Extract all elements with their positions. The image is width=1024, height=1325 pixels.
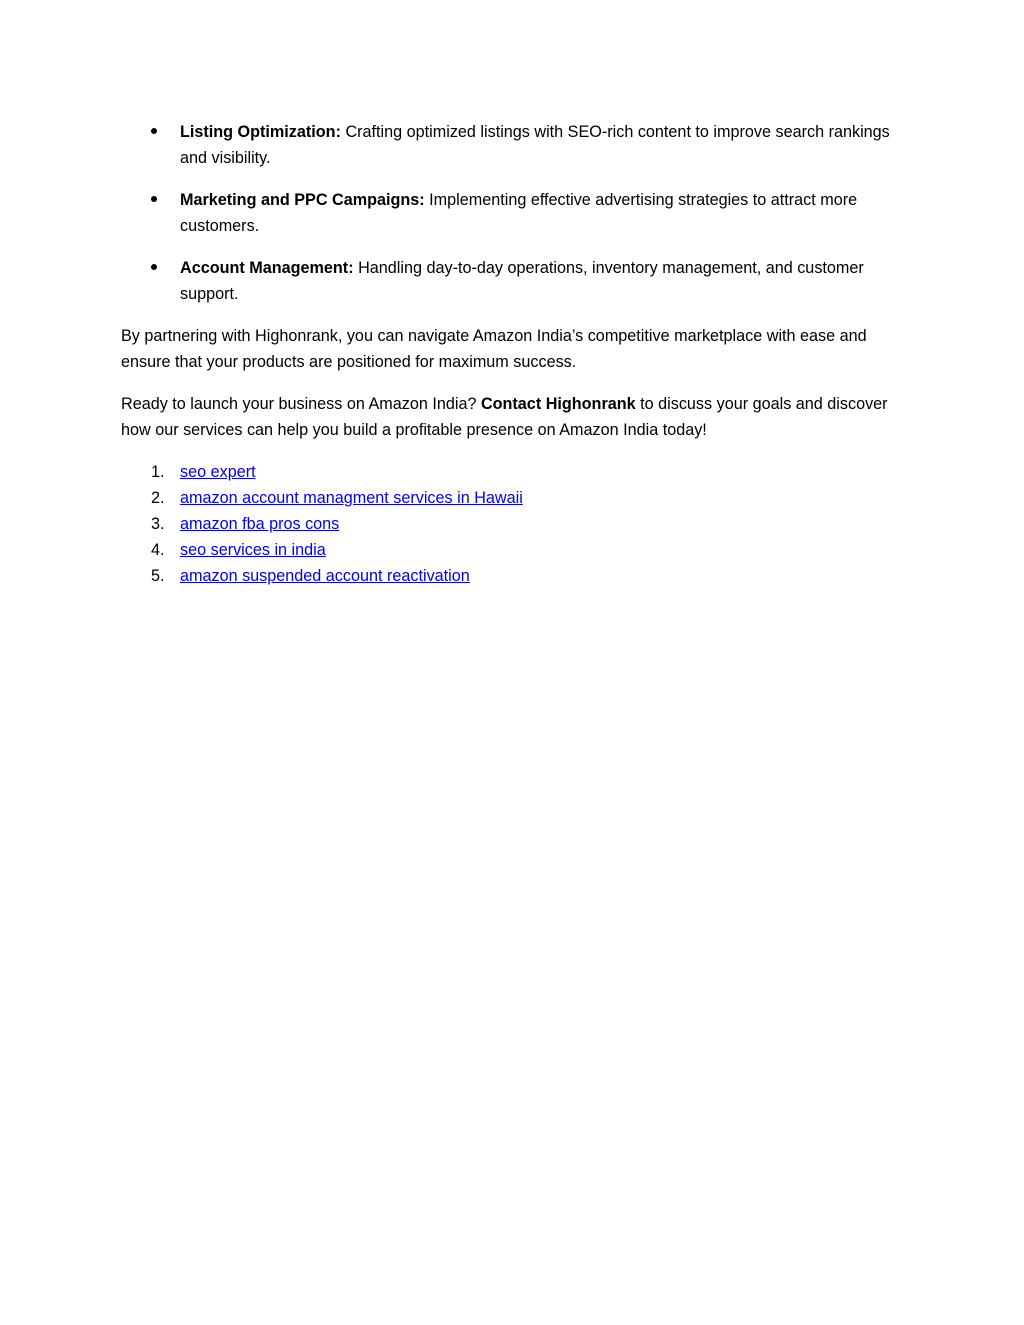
- list-number: 5.: [151, 567, 165, 585]
- bullet-item-account-management: [121, 255, 911, 307]
- bullet-item-listing-optimization: [121, 119, 911, 171]
- bullet-heading: Account Management:: [180, 259, 354, 277]
- list-item: [121, 485, 911, 511]
- bullet-text: Implementing effective advertising strategies to attract more customers.: [180, 191, 858, 235]
- list-number: 4.: [151, 541, 165, 559]
- list-number: 2.: [151, 489, 165, 507]
- bullet-text: Crafting optimized listings with SEO-rich content to improve search rankings and visibility.: [180, 123, 890, 167]
- link-amazon-account-management-hawaii[interactable]: amazon account managment services in Hawaii: [180, 489, 523, 507]
- bullet-item-marketing-ppc: [121, 187, 911, 239]
- partnering-paragraph: By partnering with Highonrank, you can navigate Amazon India’s competitive marketplace with ease and ensure that your products are positioned for maximum success.: [121, 327, 867, 371]
- list-item: [121, 511, 911, 537]
- services-bullet-list: [121, 119, 911, 307]
- bullet-icon: [151, 264, 157, 270]
- cta-text-after: to discuss your goals and discover how our services can help you build a profitable presence on Amazon India today!: [121, 395, 888, 439]
- list-number: 1.: [151, 463, 165, 481]
- list-number: 3.: [151, 515, 165, 533]
- list-item: [121, 459, 911, 485]
- bullet-text: Handling day-to-day operations, inventory management, and customer support.: [180, 259, 864, 303]
- cta-bold-text: Contact Highonrank: [480, 395, 636, 413]
- link-amazon-suspended-account-reactivation[interactable]: amazon suspended account reactivation: [180, 567, 470, 585]
- bullet-icon: [151, 196, 157, 202]
- link-amazon-fba-pros-cons[interactable]: amazon fba pros cons: [180, 515, 340, 533]
- list-item: [121, 563, 911, 589]
- bullet-icon: [151, 128, 157, 134]
- list-item: [121, 537, 911, 563]
- bullet-heading: Listing Optimization:: [180, 123, 341, 141]
- link-seo-expert[interactable]: seo expert: [180, 463, 256, 481]
- document-content: [121, 119, 911, 589]
- call-to-action-paragraph: [121, 391, 911, 443]
- bullet-heading: Marketing and PPC Campaigns:: [180, 191, 425, 209]
- link-seo-services-india[interactable]: seo services in india: [180, 541, 326, 559]
- related-links-list: [121, 459, 911, 589]
- cta-text-before: Ready to launch your business on Amazon India?: [121, 395, 481, 413]
